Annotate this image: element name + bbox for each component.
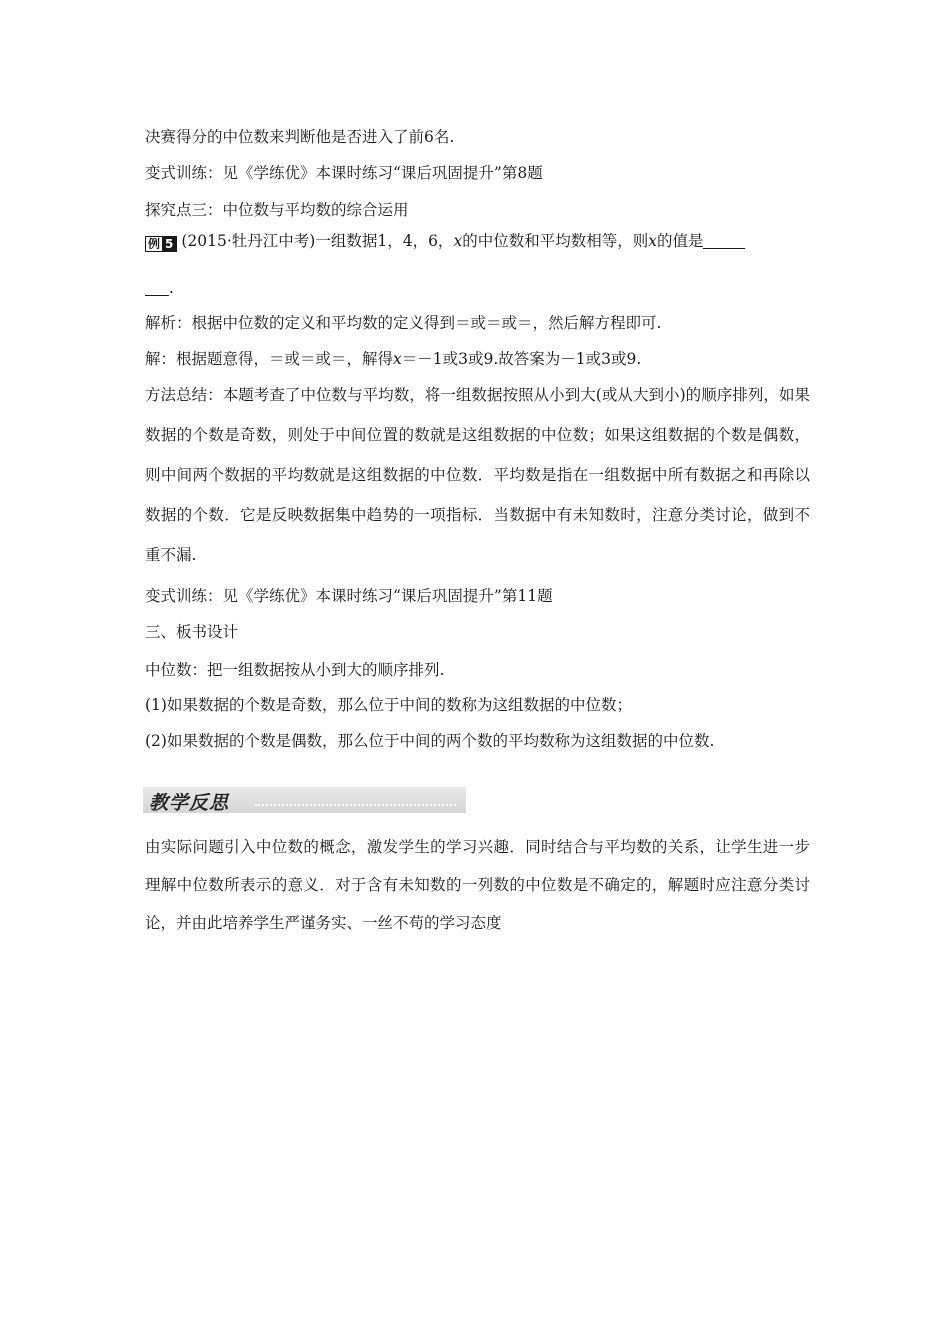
example-text-b: 的中位数和平均数相等，则	[462, 232, 649, 250]
analysis-text: 解析：根据中位数的定义和平均数的定义得到＝或＝或＝，然后解方程即可.	[145, 314, 662, 332]
reflection-header-dots	[255, 804, 456, 806]
board-definition: 中位数：把一组数据按从小到大的顺序排列.	[145, 661, 445, 679]
explore-point-3-heading: 探究点三：中位数与平均数的综合运用	[145, 201, 409, 219]
example-badge-number: 5	[162, 237, 176, 251]
method-summary: 方法总结：本题考查了中位数与平均数，将一组数据按照从小到大(或从大到小)的顺序排列，如果数据的个数是奇数，则处于中间位置的数就是这组数据的中位数；如果这组数据的个数是偶数，则中间两个数据的平均数就是这组数据的中位数．平均数是指在一组数据中所有数据之和再除以数据的个数．它是反映数据集中趋势的一项指标．当数据中有未知数时，注意分类讨论，做到不重不漏.	[145, 386, 810, 564]
example-text-a: (2015·牡丹江中考)一组数据1，4，6，	[181, 232, 454, 250]
example-variable-x: x	[453, 232, 463, 250]
example-end-period: .	[169, 279, 174, 297]
reflection-text: 由实际问题引入中位数的概念，激发学生的学习兴趣．同时结合与平均数的关系，让学生进一步理解中位数所表示的意义．对于含有未知数的一列数的中位数是不确定的，解题时应注意分类讨论，并由此培养学生严谨务实、一丝不苟的学习态度	[145, 838, 810, 932]
board-item-2: (2)如果数据的个数是偶数，那么位于中间的两个数的平均数称为这组数据的中位数.	[145, 732, 715, 750]
example-badge	[145, 236, 177, 252]
reflection-title: 教学反思	[149, 792, 230, 814]
example-badge-label: 例	[148, 237, 161, 251]
variant-training-1: 变式训练：见《学练优》本课时练习“课后巩固提升”第8题	[145, 164, 543, 182]
solution-text	[145, 349, 810, 369]
example-5-question-end	[145, 278, 810, 298]
example-5-question	[145, 231, 810, 252]
solution-variable-x: x	[393, 350, 402, 368]
example-text-c: 的值是	[656, 232, 704, 250]
section-board-design: 三、板书设计	[145, 623, 239, 641]
answer-blank-continued	[145, 281, 169, 296]
board-item-1: (1)如果数据的个数是奇数，那么位于中间的数称为这组数据的中位数；	[145, 696, 632, 714]
reflection-header-bar	[143, 787, 466, 813]
text-line-final-score: 决赛得分的中位数来判断他是否进入了前6名.	[145, 128, 455, 146]
solution-text-b: ＝－1或3或9.故答案为－1或3或9.	[401, 350, 642, 368]
variant-training-2: 变式训练：见《学练优》本课时练习“课后巩固提升”第11题	[145, 587, 553, 605]
answer-blank	[703, 234, 745, 249]
example-variable-x-2: x	[648, 232, 657, 250]
solution-text-a: 解：根据题意得，＝或＝或＝，解得	[145, 350, 394, 368]
